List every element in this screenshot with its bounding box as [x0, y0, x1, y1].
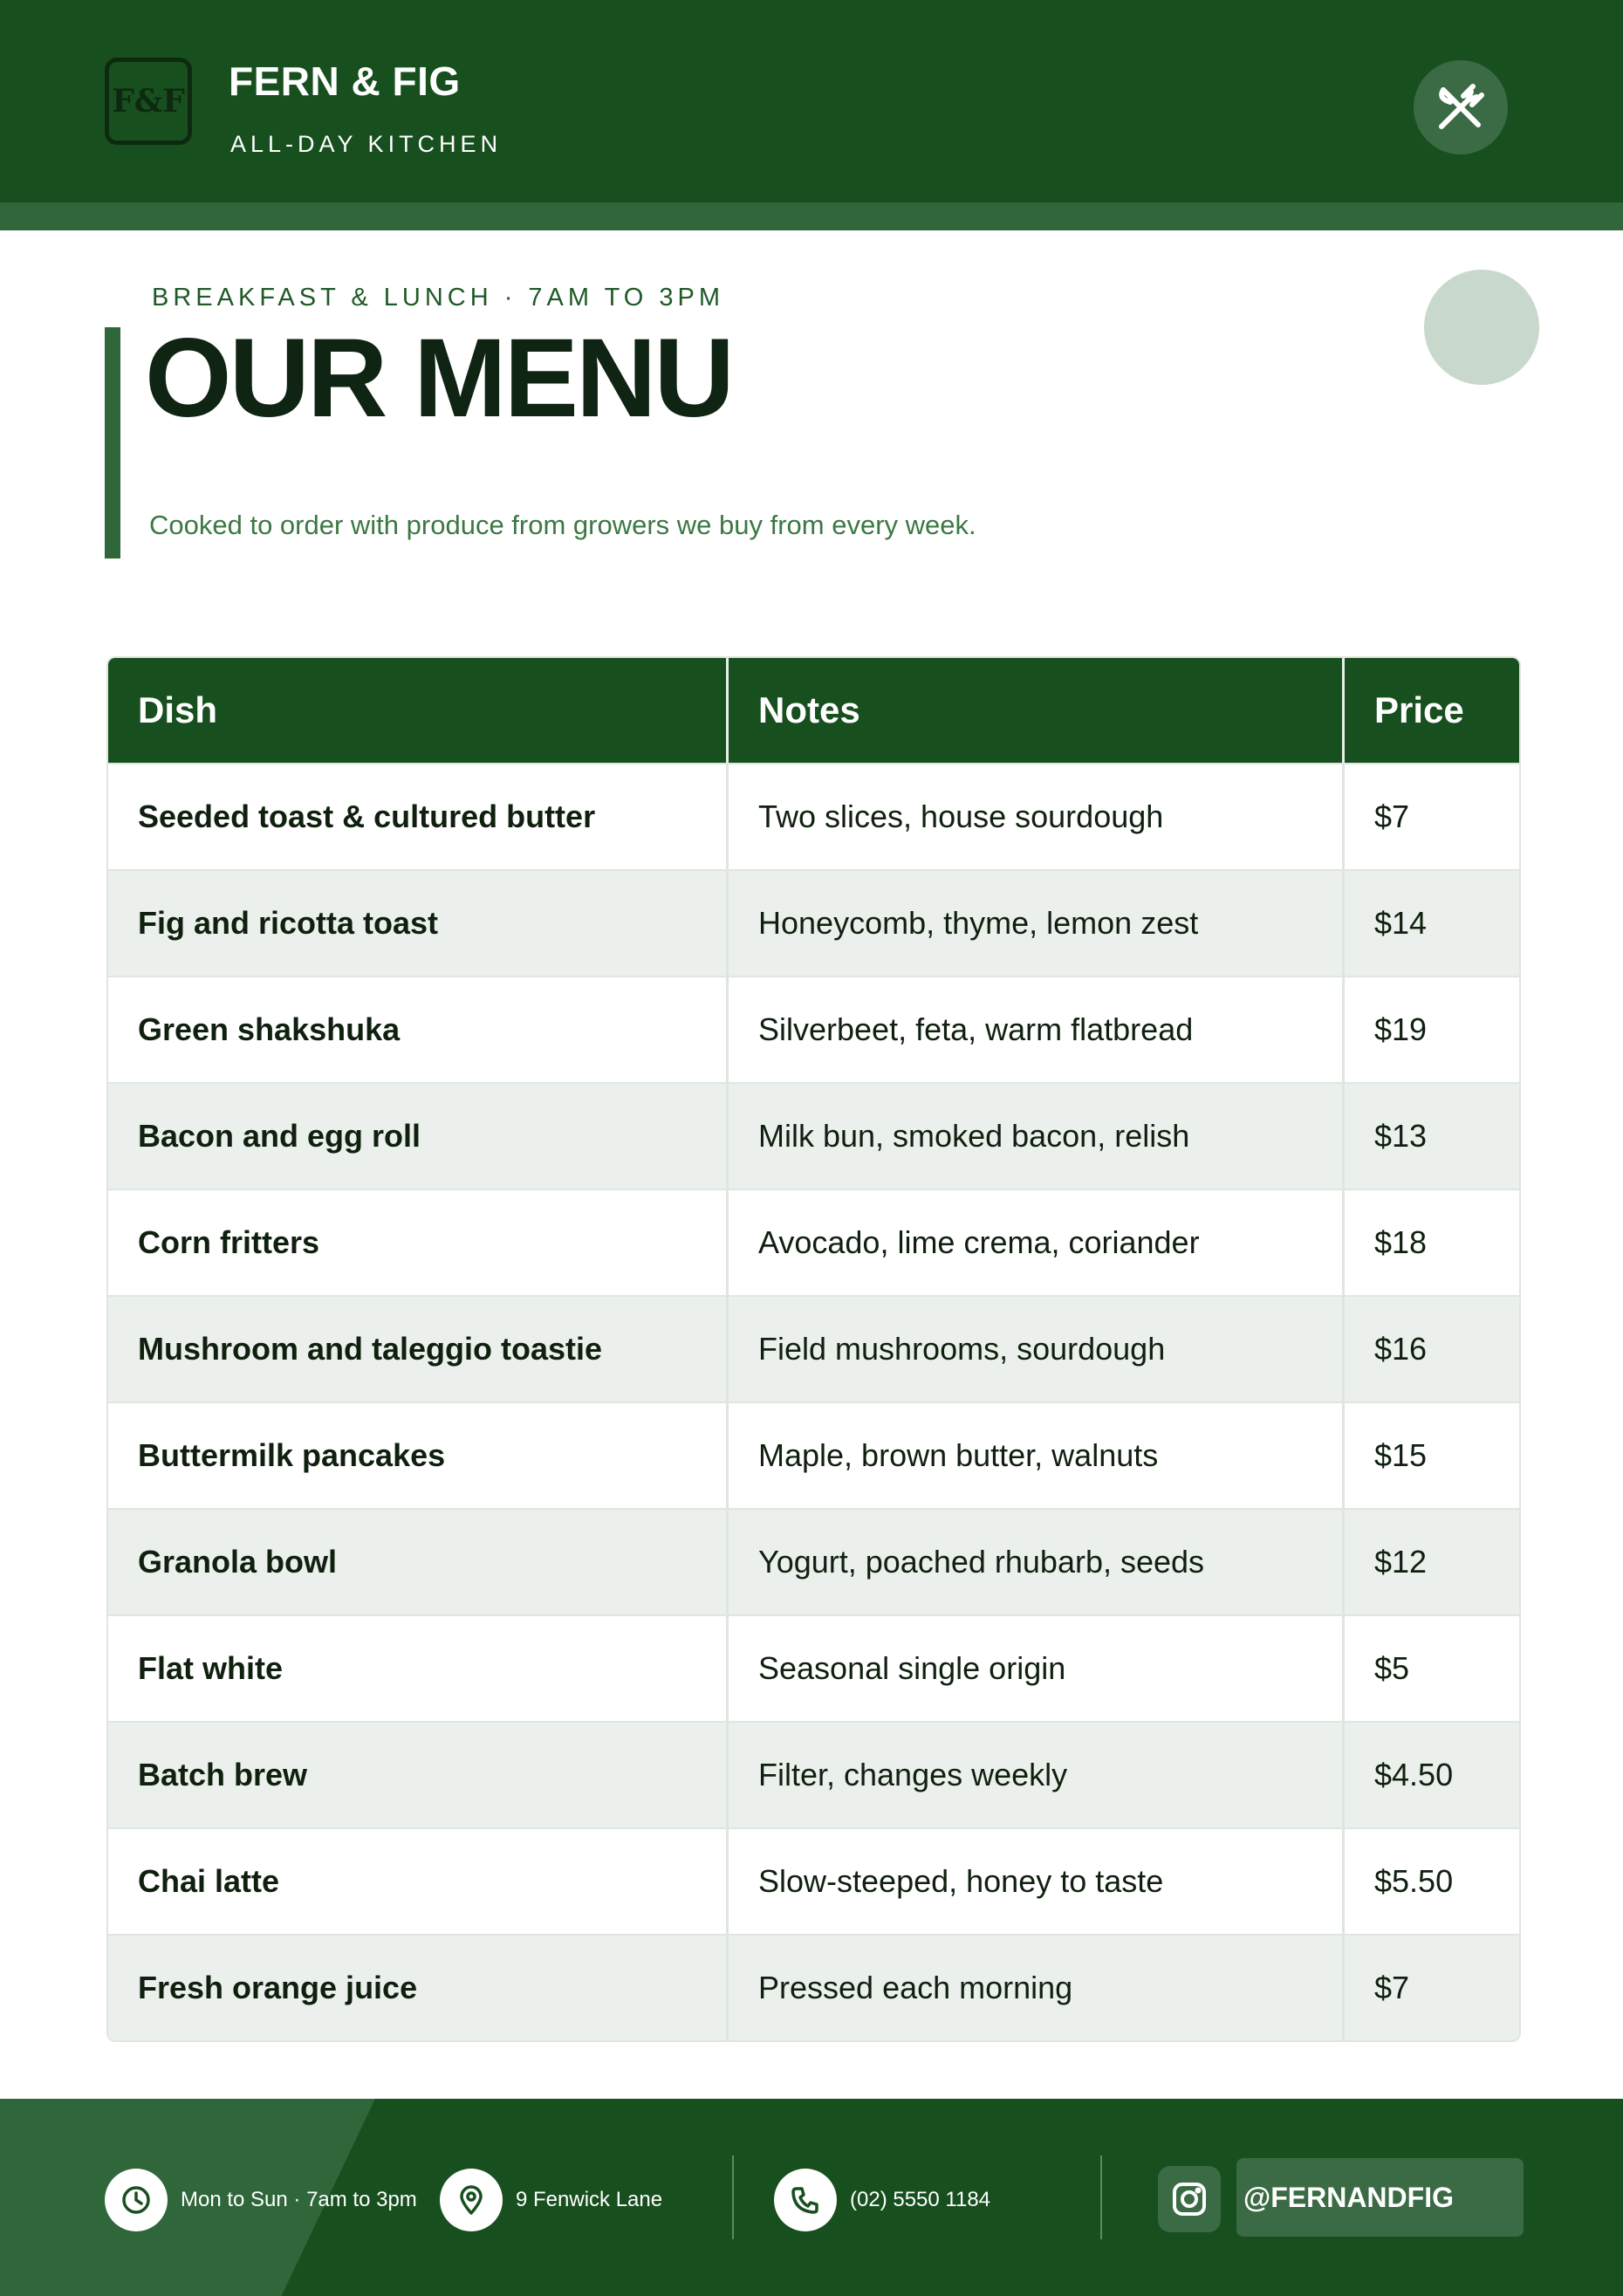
price-cell: $19: [1374, 1011, 1428, 1047]
dish-cell: Batch brew: [108, 1723, 729, 1827]
table-row: [108, 1614, 1519, 1721]
dish-cell: Bacon and egg roll: [108, 1084, 729, 1189]
notes-cell: Maple, brown butter, walnuts: [729, 1403, 1345, 1508]
phone-icon: [774, 2169, 837, 2231]
dish-cell: Flat white: [108, 1616, 729, 1721]
table-row: [108, 1827, 1519, 1934]
price-cell: $13: [1374, 1118, 1428, 1154]
footer-hours: [105, 2169, 417, 2231]
notes-cell: Field mushrooms, sourdough: [729, 1297, 1345, 1402]
column-header-price: Price: [1374, 689, 1464, 730]
table-row: [108, 1508, 1519, 1614]
table-body: [108, 763, 1519, 2040]
header-accent-band: [0, 202, 1623, 230]
footer-phone[interactable]: [774, 2169, 990, 2231]
price-cell: $18: [1374, 1224, 1428, 1260]
notes-cell: Honeycomb, thyme, lemon zest: [729, 871, 1345, 976]
social-handle-link[interactable]: @FERNANDFIG: [1236, 2158, 1524, 2237]
brand-tagline: ALL-DAY KITCHEN: [230, 131, 503, 157]
notes-cell: Filter, changes weekly: [729, 1723, 1345, 1827]
table-row: [108, 1721, 1519, 1827]
price-cell: $12: [1374, 1544, 1428, 1580]
table-row: [108, 869, 1519, 976]
menu-table: [106, 656, 1521, 2042]
notes-cell: Silverbeet, feta, warm flatbread: [729, 977, 1345, 1082]
footer-bar: [0, 2099, 1623, 2296]
page-subtitle: Cooked to order with produce from growers we buy from every week.: [149, 510, 976, 540]
column-header-dish: Dish: [108, 658, 729, 763]
decorative-circle: [1424, 270, 1539, 385]
fork-knife-icon: [1414, 60, 1508, 154]
phone-text: (02) 5550 1184: [850, 2188, 991, 2211]
dish-cell: Chai latte: [108, 1829, 729, 1934]
dish-cell: Fresh orange juice: [108, 1936, 729, 2040]
hours-text: Mon to Sun · 7am to 3pm: [181, 2188, 417, 2211]
notes-cell: Pressed each morning: [729, 1936, 1345, 2040]
notes-cell: Two slices, house sourdough: [729, 764, 1345, 869]
dish-cell: Green shakshuka: [108, 977, 729, 1082]
instagram-icon[interactable]: [1158, 2166, 1221, 2232]
dish-cell: Granola bowl: [108, 1510, 729, 1614]
dish-cell: Mushroom and taleggio toastie: [108, 1297, 729, 1402]
price-cell: $16: [1374, 1331, 1428, 1367]
dish-cell: Seeded toast & cultured butter: [108, 764, 729, 869]
location-pin-icon: [440, 2169, 503, 2231]
table-row: [108, 1295, 1519, 1402]
table-row: [108, 1189, 1519, 1295]
notes-cell: Milk bun, smoked bacon, relish: [729, 1084, 1345, 1189]
price-cell: $15: [1374, 1437, 1428, 1473]
price-cell: $4.50: [1374, 1757, 1454, 1792]
footer-divider: [732, 2155, 734, 2239]
notes-cell: Avocado, lime crema, coriander: [729, 1190, 1345, 1295]
table-row: [108, 763, 1519, 869]
title-accent-bar: [105, 327, 120, 559]
clock-icon: [105, 2169, 168, 2231]
price-cell: $14: [1374, 905, 1428, 941]
price-cell: $7: [1374, 798, 1410, 834]
page-title: OUR MENU: [145, 316, 732, 441]
table-row: [108, 1934, 1519, 2040]
table-row: [108, 1402, 1519, 1508]
column-header-notes: Notes: [729, 658, 1345, 763]
price-cell: $5: [1374, 1650, 1410, 1686]
dish-cell: Fig and ricotta toast: [108, 871, 729, 976]
notes-cell: Slow-steeped, honey to taste: [729, 1829, 1345, 1934]
menu-hours-eyebrow: BREAKFAST & LUNCH · 7AM TO 3PM: [152, 284, 725, 312]
dish-cell: Corn fritters: [108, 1190, 729, 1295]
address-text: 9 Fenwick Lane: [516, 2188, 663, 2211]
table-row: [108, 1082, 1519, 1189]
footer-address: [440, 2169, 662, 2231]
dish-cell: Buttermilk pancakes: [108, 1403, 729, 1508]
logo: F&F: [105, 58, 192, 145]
table-header-row: [108, 658, 1519, 763]
notes-cell: Seasonal single origin: [729, 1616, 1345, 1721]
price-cell: $7: [1374, 1970, 1410, 2005]
price-cell: $5.50: [1374, 1863, 1454, 1899]
notes-cell: Yogurt, poached rhubarb, seeds: [729, 1510, 1345, 1614]
table-row: [108, 976, 1519, 1082]
brand-name: FERN & FIG: [229, 58, 461, 104]
header-bar: [0, 0, 1623, 202]
footer-divider: [1100, 2155, 1102, 2239]
